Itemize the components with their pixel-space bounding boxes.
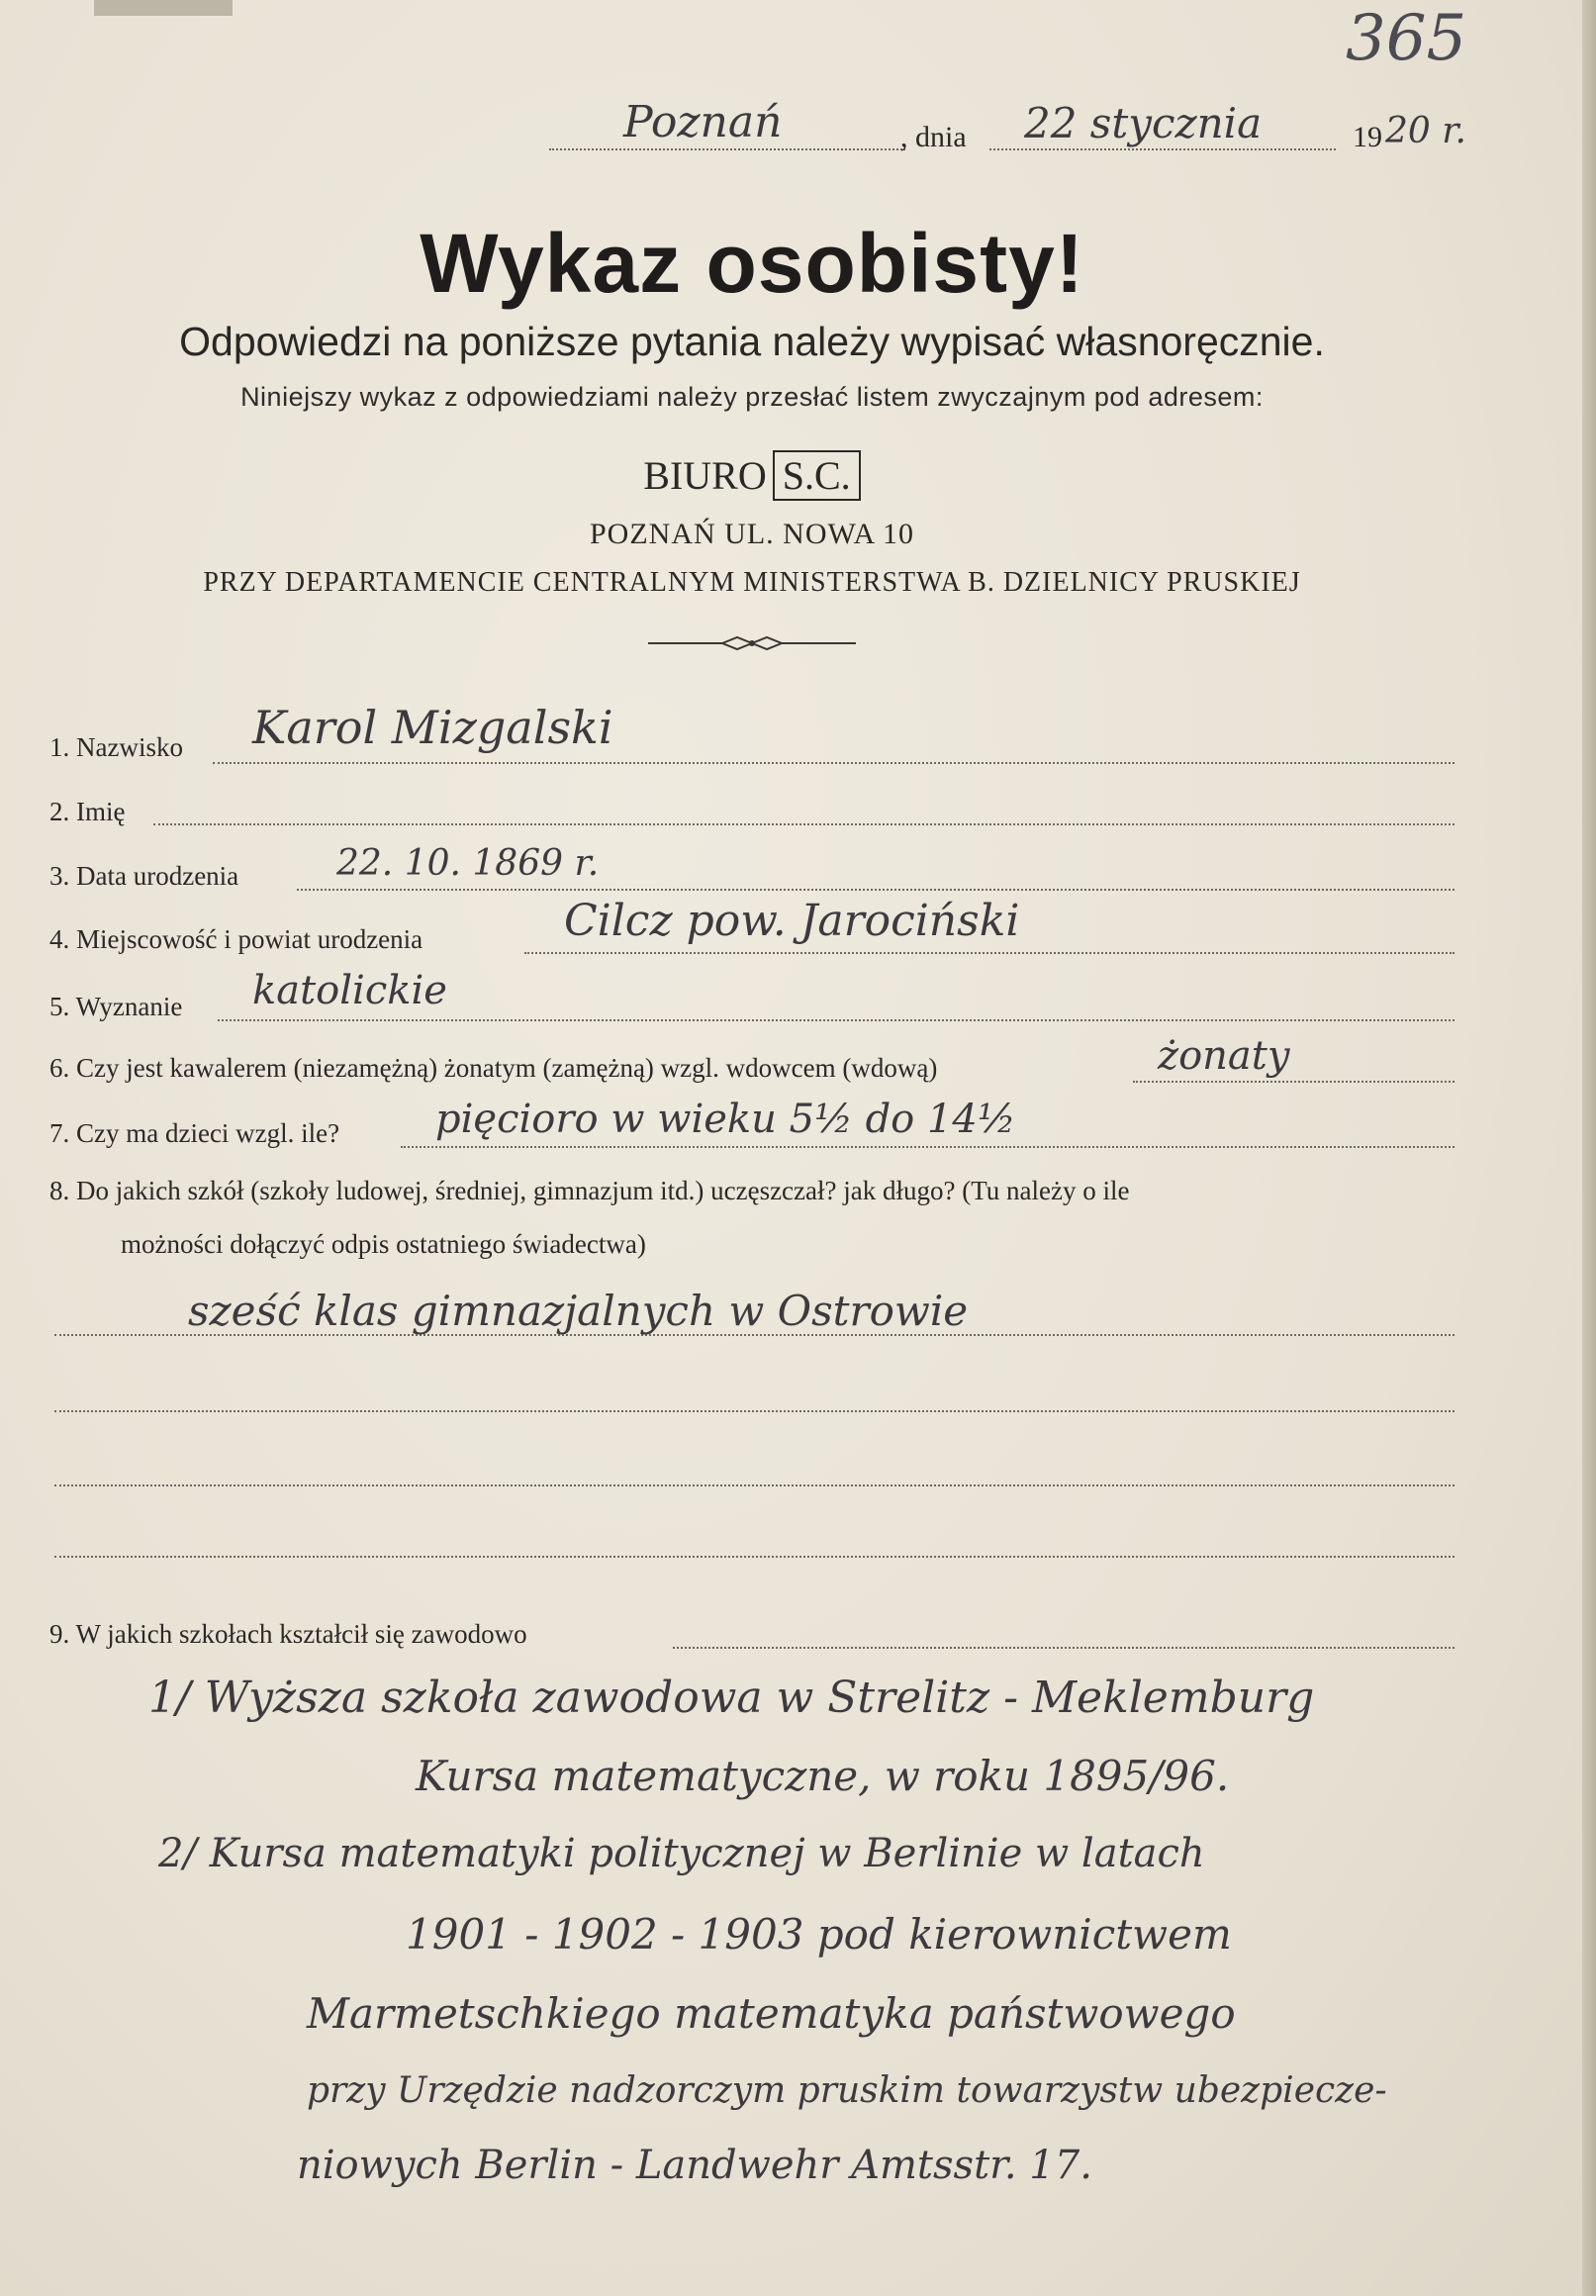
form-title: Wykaz osobisty! xyxy=(420,217,1084,310)
office-address: POZNAŃ UL. NOWA 10 xyxy=(590,518,914,550)
office-name: BIURO xyxy=(643,453,767,498)
page-edge xyxy=(1582,0,1596,2296)
q9-label: 9. W jakich szkołach kształcił się zawodowo xyxy=(49,1619,527,1649)
office-line xyxy=(0,450,1504,501)
q4-label: 4. Miejscowość i powiat urodzenia xyxy=(49,924,423,954)
q9-answer-line-3: 2/ Kursa matematyki politycznej w Berlinie w latach xyxy=(158,1831,1205,1876)
q3-answer: 22. 10. 1869 r. xyxy=(336,843,600,884)
q1-dotted-line xyxy=(213,762,1455,764)
q6-label: 6. Czy jest kawalerem (niezamężną) żonatym (zamężną) wzgl. wdowcem (wdową) xyxy=(49,1053,938,1083)
q1-label: 1. Nazwisko xyxy=(49,732,183,762)
q8-dotted-line-3 xyxy=(54,1484,1455,1486)
q3-dotted-line xyxy=(297,889,1455,891)
q8-answer: sześć klas gimnazjalnych w Ostrowie xyxy=(188,1287,969,1335)
q6-answer: żonaty xyxy=(1158,1033,1290,1079)
q7-label: 7. Czy ma dzieci wzgl. ile? xyxy=(49,1118,340,1148)
q4-dotted-line xyxy=(524,952,1455,954)
q5-label: 5. Wyznanie xyxy=(49,992,183,1021)
form-subtitle: Odpowiedzi na poniższe pytania należy wypisać własnoręcznie. xyxy=(179,319,1325,364)
q9-answer-line-7: niowych Berlin - Landwehr Amtsstr. 17. xyxy=(297,2143,1092,2188)
date-handwritten: 22 stycznia xyxy=(1024,99,1263,147)
corner-stamp xyxy=(94,0,233,16)
q8-dotted-line-4 xyxy=(54,1556,1455,1558)
q8-dotted-line-2 xyxy=(54,1410,1455,1412)
archive-number: 365 xyxy=(1346,2,1467,75)
place-handwritten: Poznań xyxy=(623,97,783,147)
office-department: PRZY DEPARTAMENCIE CENTRALNYM MINISTERSTWA B. DZIELNICY PRUSKIEJ xyxy=(203,567,1301,598)
q9-answer-line-4: 1901 - 1902 - 1903 pod kierownictwem xyxy=(406,1910,1232,1959)
q5-dotted-line xyxy=(218,1019,1455,1021)
date-dotted-line xyxy=(989,148,1336,150)
year-prefix: 19 xyxy=(1353,121,1382,153)
q8-label-continued: możności dołączyć odpis ostatniego świadectwa) xyxy=(121,1229,646,1259)
q7-dotted-line xyxy=(401,1146,1455,1148)
q2-dotted-line xyxy=(153,823,1455,825)
q9-answer-line-5: Marmetschkiego matematyka państwowego xyxy=(307,1989,1236,2038)
q9-answer-line-2: Kursa matematyczne, w roku 1895/96. xyxy=(416,1752,1230,1800)
q6-dotted-line xyxy=(1133,1081,1455,1083)
q3-label: 3. Data urodzenia xyxy=(49,861,239,891)
q9-answer-line-1: 1/ Wyższa szkoła zawodowa w Strelitz - Meklemburg xyxy=(148,1673,1315,1723)
q9-dotted-line xyxy=(673,1647,1455,1649)
place-dotted-line xyxy=(549,148,905,150)
q8-label: 8. Do jakich szkół (szkoły ludowej, średniej, gimnazjum itd.) uczęszczał? jak długo? (Tu należy o ile xyxy=(49,1176,1130,1205)
q4-answer: Cilcz pow. Jarociński xyxy=(564,896,1020,946)
mailing-instruction: Niniejszy wykaz z odpowiedziami należy przesłać listem zwyczajnym pod adresem: xyxy=(240,382,1264,412)
office-code: S.C. xyxy=(773,450,861,501)
q5-answer: katolickie xyxy=(252,968,447,1013)
q1-answer: Karol Mizgalski xyxy=(252,701,613,754)
q7-answer: pięcioro w wieku 5½ do 14½ xyxy=(435,1097,1016,1142)
ornament-divider xyxy=(648,633,856,653)
dnia-label: , dnia xyxy=(900,121,967,153)
q2-label: 2. Imię xyxy=(49,797,126,826)
q9-answer-line-6: przy Urzędzie nadzorczym pruskim towarzystw ubezpiecze- xyxy=(307,2070,1387,2111)
year-handwritten: 20 r. xyxy=(1385,111,1466,151)
